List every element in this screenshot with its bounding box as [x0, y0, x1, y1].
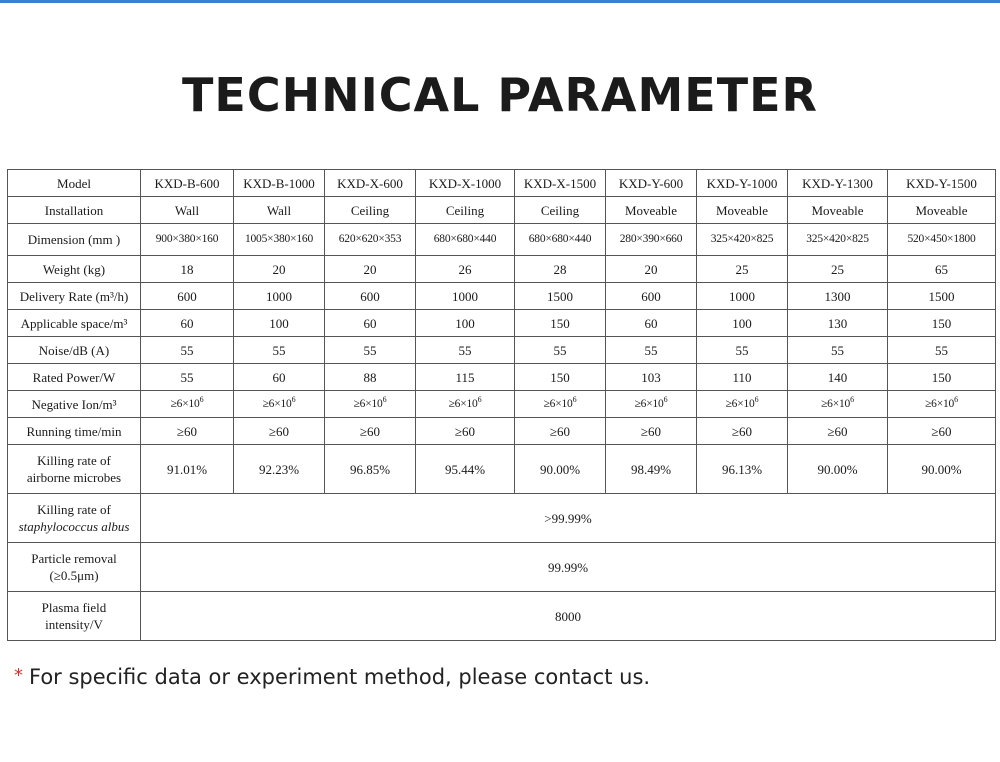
- table-cell: 98.49%: [606, 445, 697, 494]
- row-killing-rate-airborne: [8, 445, 996, 494]
- model-cell: KXD-X-1500: [515, 170, 606, 197]
- table-cell: 103: [606, 364, 697, 391]
- row-label: Running time/min: [8, 418, 141, 445]
- footnote: [14, 665, 650, 689]
- page-title: TECHNICAL PARAMETER: [182, 68, 818, 122]
- table-cell: 55: [697, 337, 788, 364]
- table-cell: $\ge 6\times 10^6$: [141, 391, 234, 418]
- table-cell: 600: [141, 283, 234, 310]
- row-label: Noise/dB (A): [8, 337, 141, 364]
- table-cell: $\ge 6\times 10^6$: [234, 391, 325, 418]
- row-label-line: Particle removal: [31, 551, 117, 566]
- row-label: [8, 494, 141, 543]
- table-cell: ≥60: [697, 418, 788, 445]
- table-cell: 150: [515, 310, 606, 337]
- table-cell: ≥60: [234, 418, 325, 445]
- table-cell: 100: [416, 310, 515, 337]
- table-cell: Moveable: [888, 197, 996, 224]
- table-cell: 680×680×440: [515, 224, 606, 256]
- table-cell: 55: [888, 337, 996, 364]
- table-cell: ≥60: [515, 418, 606, 445]
- row-negative-ion: [8, 391, 996, 418]
- table-cell: 60: [234, 364, 325, 391]
- row-label-line: Killing rate of: [37, 453, 111, 468]
- table-cell: 20: [325, 256, 416, 283]
- row-label-line: (≥0.5μm): [49, 568, 99, 583]
- table-cell: 25: [788, 256, 888, 283]
- table-cell: 20: [606, 256, 697, 283]
- row-label: [8, 445, 141, 494]
- table-cell: 140: [788, 364, 888, 391]
- table-cell: Ceiling: [515, 197, 606, 224]
- row-label: [8, 592, 141, 641]
- table-cell: 90.00%: [515, 445, 606, 494]
- table-cell: 55: [325, 337, 416, 364]
- table-cell: 55: [141, 364, 234, 391]
- model-cell: KXD-Y-1000: [697, 170, 788, 197]
- table-cell: 1500: [888, 283, 996, 310]
- model-cell: KXD-B-600: [141, 170, 234, 197]
- table-cell: 55: [788, 337, 888, 364]
- table-cell: $\ge 6\times 10^6$: [606, 391, 697, 418]
- table-cell: $\ge 6\times 10^6$: [325, 391, 416, 418]
- table-cell: 65: [888, 256, 996, 283]
- merged-value-cell: >99.99%: [141, 494, 996, 543]
- table-cell: 88: [325, 364, 416, 391]
- table-cell: 600: [606, 283, 697, 310]
- table-cell: 1000: [234, 283, 325, 310]
- row-delivery-rate: [8, 283, 996, 310]
- row-label: Installation: [8, 197, 141, 224]
- table-cell: ≥60: [788, 418, 888, 445]
- table-cell: ≥60: [606, 418, 697, 445]
- row-rated-power: [8, 364, 996, 391]
- merged-value-cell: 99.99%: [141, 543, 996, 592]
- row-plasma-field: [8, 592, 996, 641]
- row-label-line: Plasma field: [41, 600, 107, 615]
- table-cell: 900×380×160: [141, 224, 234, 256]
- row-weight: [8, 256, 996, 283]
- row-label: Rated Power/W: [8, 364, 141, 391]
- row-installation: [8, 197, 996, 224]
- table-cell: 60: [325, 310, 416, 337]
- row-label-line: Killing rate of: [37, 502, 111, 517]
- table-cell: 1000: [416, 283, 515, 310]
- table-cell: 60: [141, 310, 234, 337]
- table-cell: 28: [515, 256, 606, 283]
- model-cell: KXD-Y-1500: [888, 170, 996, 197]
- row-running-time: [8, 418, 996, 445]
- row-label: Model: [8, 170, 141, 197]
- table-cell: 100: [234, 310, 325, 337]
- table-cell: 110: [697, 364, 788, 391]
- table-cell: 18: [141, 256, 234, 283]
- table-cell: Moveable: [788, 197, 888, 224]
- model-cell: KXD-Y-1300: [788, 170, 888, 197]
- table-cell: 150: [888, 364, 996, 391]
- table-cell: 325×420×825: [697, 224, 788, 256]
- table-cell: 26: [416, 256, 515, 283]
- table-cell: $\ge 6\times 10^6$: [515, 391, 606, 418]
- table-cell: Ceiling: [325, 197, 416, 224]
- table-cell: ≥60: [325, 418, 416, 445]
- table-cell: 130: [788, 310, 888, 337]
- model-cell: KXD-X-600: [325, 170, 416, 197]
- row-label: Weight (kg): [8, 256, 141, 283]
- table-cell: Moveable: [697, 197, 788, 224]
- table-cell: $\ge 6\times 10^6$: [416, 391, 515, 418]
- table-cell: 150: [888, 310, 996, 337]
- table-cell: 1500: [515, 283, 606, 310]
- table-cell: 60: [606, 310, 697, 337]
- table-cell: 1000: [697, 283, 788, 310]
- row-label-line: intensity/V: [45, 617, 103, 632]
- table-cell: 600: [325, 283, 416, 310]
- row-particle-removal: [8, 543, 996, 592]
- row-label: Delivery Rate (m³/h): [8, 283, 141, 310]
- row-label: Dimension (mm ): [8, 224, 141, 256]
- table-cell: 115: [416, 364, 515, 391]
- table-cell: 55: [234, 337, 325, 364]
- table-cell: 100: [697, 310, 788, 337]
- table-cell: $\ge 6\times 10^6$: [888, 391, 996, 418]
- table-cell: 92.23%: [234, 445, 325, 494]
- table-cell: 20: [234, 256, 325, 283]
- model-cell: KXD-Y-600: [606, 170, 697, 197]
- model-cell: KXD-B-1000: [234, 170, 325, 197]
- table-cell: 55: [606, 337, 697, 364]
- table-cell: 680×680×440: [416, 224, 515, 256]
- asterisk-icon: *: [14, 665, 23, 686]
- table-cell: 325×420×825: [788, 224, 888, 256]
- table-cell: 280×390×660: [606, 224, 697, 256]
- table-cell: 1005×380×160: [234, 224, 325, 256]
- row-label: Applicable space/m³: [8, 310, 141, 337]
- table-cell: ≥60: [888, 418, 996, 445]
- table-cell: $\ge 6\times 10^6$: [697, 391, 788, 418]
- table-cell: 55: [515, 337, 606, 364]
- row-label-line: staphylococcus albus: [18, 519, 130, 534]
- table-cell: 55: [416, 337, 515, 364]
- table-cell: 95.44%: [416, 445, 515, 494]
- row-noise: [8, 337, 996, 364]
- table-cell: 90.00%: [788, 445, 888, 494]
- table-cell: ≥60: [416, 418, 515, 445]
- table-cell: ≥60: [141, 418, 234, 445]
- table-cell: Ceiling: [416, 197, 515, 224]
- table-cell: 1300: [788, 283, 888, 310]
- row-dimension: [8, 224, 996, 256]
- row-applicable-space: [8, 310, 996, 337]
- table-cell: $\ge 6\times 10^6$: [788, 391, 888, 418]
- table-cell: Wall: [234, 197, 325, 224]
- model-cell: KXD-X-1000: [416, 170, 515, 197]
- row-label: [8, 543, 141, 592]
- table-cell: 96.85%: [325, 445, 416, 494]
- row-killing-rate-staphylococcus: [8, 494, 996, 543]
- merged-value-cell: 8000: [141, 592, 996, 641]
- table-cell: Wall: [141, 197, 234, 224]
- technical-parameter-table: [7, 169, 996, 641]
- table-cell: 91.01%: [141, 445, 234, 494]
- row-model: [8, 170, 996, 197]
- table-cell: 90.00%: [888, 445, 996, 494]
- top-accent-rule: [0, 0, 1000, 3]
- table-cell: 55: [141, 337, 234, 364]
- table-cell: 25: [697, 256, 788, 283]
- table-cell: 520×450×1800: [888, 224, 996, 256]
- row-label-line: airborne microbes: [26, 470, 122, 485]
- table-cell: 620×620×353: [325, 224, 416, 256]
- table-cell: Moveable: [606, 197, 697, 224]
- table-cell: 96.13%: [697, 445, 788, 494]
- footnote-text: For specific data or experiment method, please contact us.: [29, 665, 651, 689]
- table-cell: 150: [515, 364, 606, 391]
- row-label: Negative Ion/m³: [8, 391, 141, 418]
